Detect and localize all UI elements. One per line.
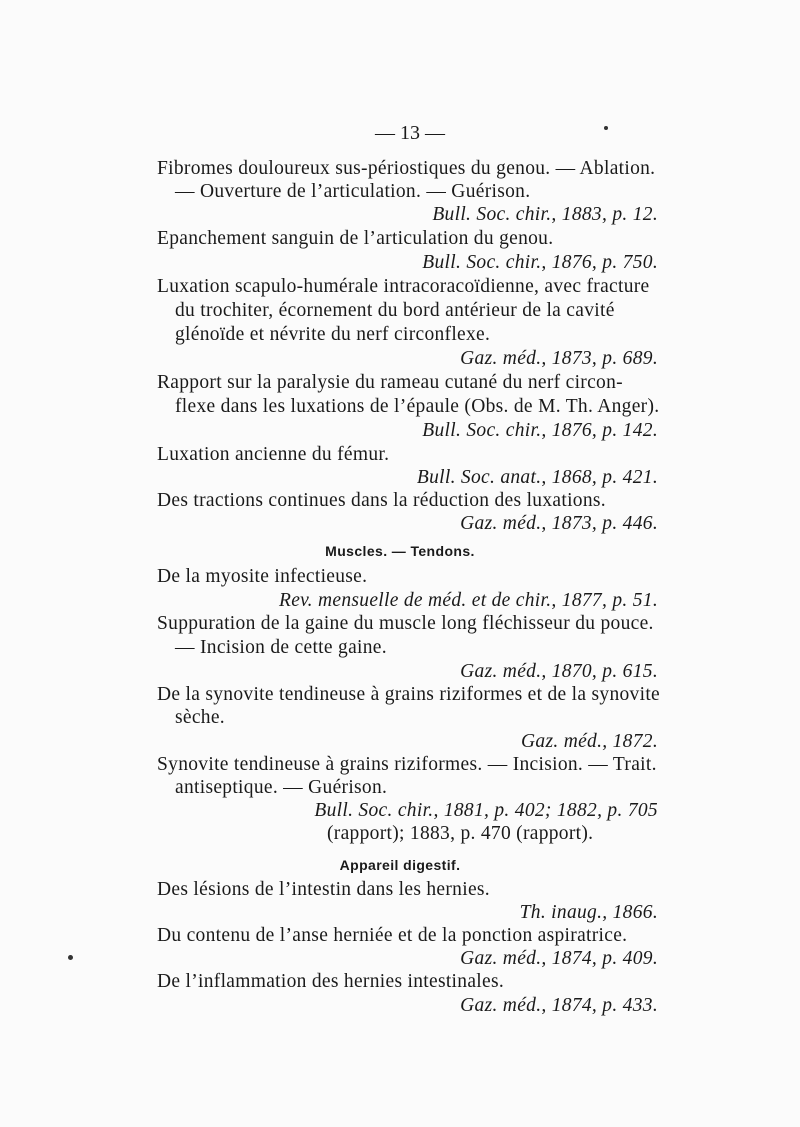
ink-spot xyxy=(68,955,73,960)
entry-text: De la synovite tendineuse à grains riziformes et de la synovite xyxy=(157,684,661,705)
entry-reference: Bull. Soc. anat., 1868, p. 421. xyxy=(416,467,658,488)
section-heading-muscles: Muscles. — Tendons. xyxy=(325,543,475,559)
entry-reference: Gaz. méd., 1874, p. 433. xyxy=(460,995,658,1016)
entry-text: De l’inflammation des hernies intestinales. xyxy=(157,971,505,992)
entry-reference: Rev. mensuelle de méd. et de chir., 1877, p. 51. xyxy=(278,590,658,611)
entry-text: antiseptique. — Guérison. xyxy=(175,777,388,798)
entry-text: De la myosite infectieuse. xyxy=(157,566,368,587)
entry-text: glénoïde et névrite du nerf circonflexe. xyxy=(175,324,491,345)
entry-text: — Incision de cette gaine. xyxy=(175,637,387,658)
entry-text: Suppuration de la gaine du muscle long fléchisseur du pouce. xyxy=(157,613,654,634)
ink-spot xyxy=(604,126,608,130)
entry-text: du trochiter, écornement du bord antérieur de la cavité xyxy=(175,300,615,321)
entry-reference: Gaz. méd., 1874, p. 409. xyxy=(460,948,658,969)
entry-reference: Bull. Soc. chir., 1881, p. 402; 1882, p. 705 xyxy=(314,800,658,821)
entry-text: Des tractions continues dans la réduction des luxations. xyxy=(157,490,606,511)
entry-text: Luxation scapulo-humérale intracoracoïdienne, avec fracture xyxy=(157,276,650,297)
page-number: — 13 — xyxy=(375,122,445,144)
entry-reference: Bull. Soc. chir., 1883, p. 12. xyxy=(432,204,658,225)
entry-reference: Gaz. méd., 1873, p. 446. xyxy=(460,513,658,534)
entry-text: Synovite tendineuse à grains riziformes. — Incision. — Trait. xyxy=(157,754,657,775)
entry-reference: Bull. Soc. chir., 1876, p. 750. xyxy=(422,252,658,273)
entry-text: sèche. xyxy=(175,707,225,728)
entry-text: — Ouverture de l’articulation. — Guérison. xyxy=(175,181,531,202)
entry-text: Luxation ancienne du fémur. xyxy=(157,444,390,465)
entry-reference: Gaz. méd., 1872. xyxy=(521,731,658,752)
entry-text: Des lésions de l’intestin dans les hernies. xyxy=(157,879,490,900)
entry-reference: Th. inaug., 1866. xyxy=(519,902,658,923)
entry-reference: Gaz. méd., 1873, p. 689. xyxy=(460,348,658,369)
entry-text: Epanchement sanguin de l’articulation du genou. xyxy=(157,228,554,249)
entry-reference: (rapport); 1883, p. 470 (rapport). xyxy=(327,823,594,844)
entry-reference: Gaz. méd., 1870, p. 615. xyxy=(460,661,658,682)
entry-text: Du contenu de l’anse herniée et de la ponction aspiratrice. xyxy=(157,925,628,946)
section-heading-digestif: Appareil digestif. xyxy=(339,857,461,873)
entry-reference: Bull. Soc. chir., 1876, p. 142. xyxy=(422,420,658,441)
entry-text: Rapport sur la paralysie du rameau cutané du nerf circon- xyxy=(157,372,623,393)
entry-text: Fibromes douloureux sus-périostiques du genou. — Ablation. xyxy=(157,158,656,179)
entry-text: flexe dans les luxations de l’épaule (Obs. de M. Th. Anger). xyxy=(175,396,660,417)
